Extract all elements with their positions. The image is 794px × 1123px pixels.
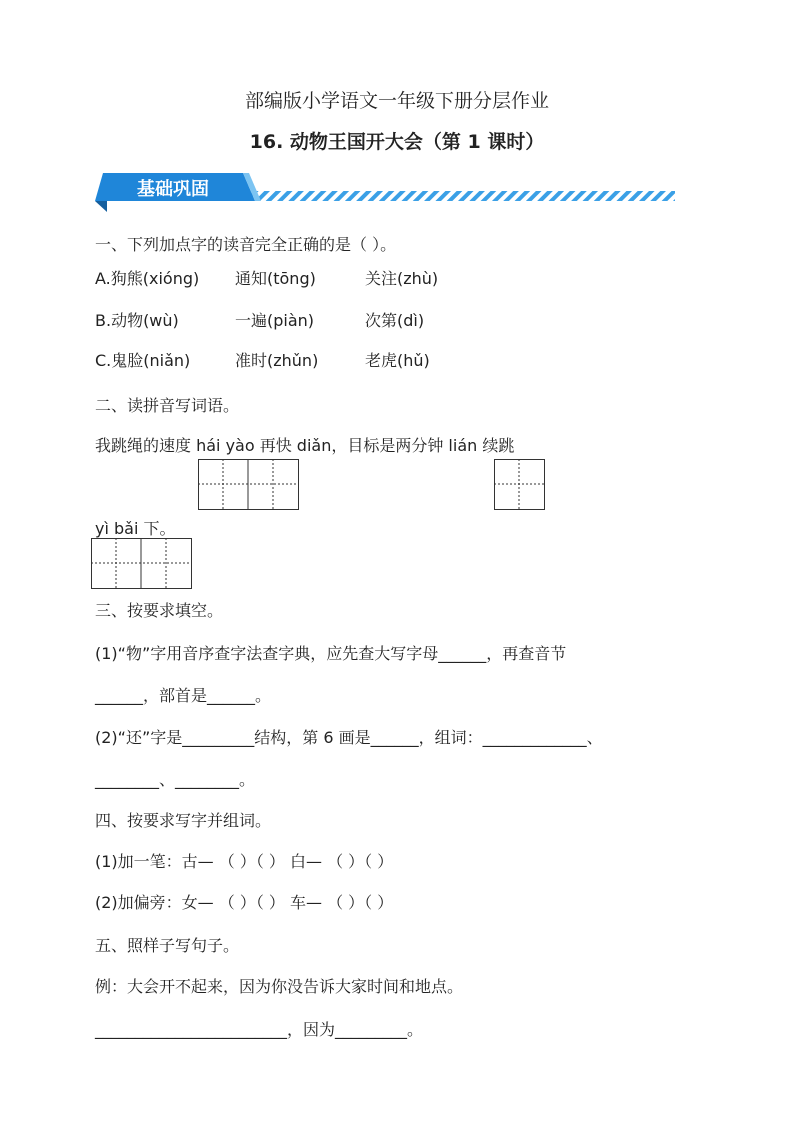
q3-item1b: ______，部首是______。 [95, 686, 272, 705]
q2-sentence: 我跳绳的速度 hái yào 再快 diǎn，目标是两分钟 lián 续跳 [95, 436, 515, 455]
banner-label: 基础巩固 [137, 179, 209, 200]
q1-option-b-2: 一遍(piàn) [235, 311, 315, 330]
q5-blank[interactable]: ________________________，因为_________。 [95, 1020, 424, 1039]
q4-row2: (2)加偏旁：女— （ ）（ ） 车— （ ）（ ） [95, 893, 394, 912]
q2-line2: yì bǎi 下。 [95, 519, 176, 538]
doc-title: 部编版小学语文一年级下册分层作业 [244, 90, 549, 112]
writing-grid-haiyao[interactable] [198, 459, 300, 511]
q1-option-c-2: 准时(zhǔn) [235, 351, 319, 370]
section-banner [95, 168, 685, 214]
q4-question: 四、按要求写字并组词。 [95, 811, 272, 830]
q1-option-a-3: 关注(zhù) [365, 269, 439, 288]
q3-question: 三、按要求填空。 [95, 601, 224, 620]
q1-option-c-3: 老虎(hǔ) [365, 351, 430, 370]
q1-option-a-2: 通知(tōng) [235, 269, 316, 288]
q3-item2a: (2)“还”字是_________结构，第 6 画是______，组词：_____________、 [95, 728, 603, 747]
q1-option-a-1: A.狗熊(xióng) [95, 269, 200, 288]
q4-row1: (1)加一笔：古— （ ）（ ） 白— （ ）（ ） [95, 852, 394, 871]
writing-grid-dian[interactable] [494, 459, 546, 511]
q5-example: 例：大会开不起来，因为你没告诉大家时间和地点。 [95, 977, 464, 996]
lesson-title: 16. 动物王国开大会（第 1 课时） [249, 131, 545, 153]
q3-item1a: (1)“物”字用音序查字法查字典，应先查大写字母______，再查音节 [95, 644, 567, 663]
q5-question: 五、照样子写句子。 [95, 936, 240, 955]
q1-option-b-3: 次第(dì) [365, 311, 425, 330]
writing-grid-yibai[interactable] [91, 538, 193, 590]
q2-question: 二、读拼音写词语。 [95, 396, 240, 415]
q1-question: 一、下列加点字的读音完全正确的是（ ）。 [95, 235, 397, 254]
q3-item2b: ________、________。 [95, 770, 256, 789]
q1-option-b-1: B.动物(wù) [95, 311, 179, 330]
q1-option-c-1: C.鬼脸(niǎn) [95, 351, 191, 370]
